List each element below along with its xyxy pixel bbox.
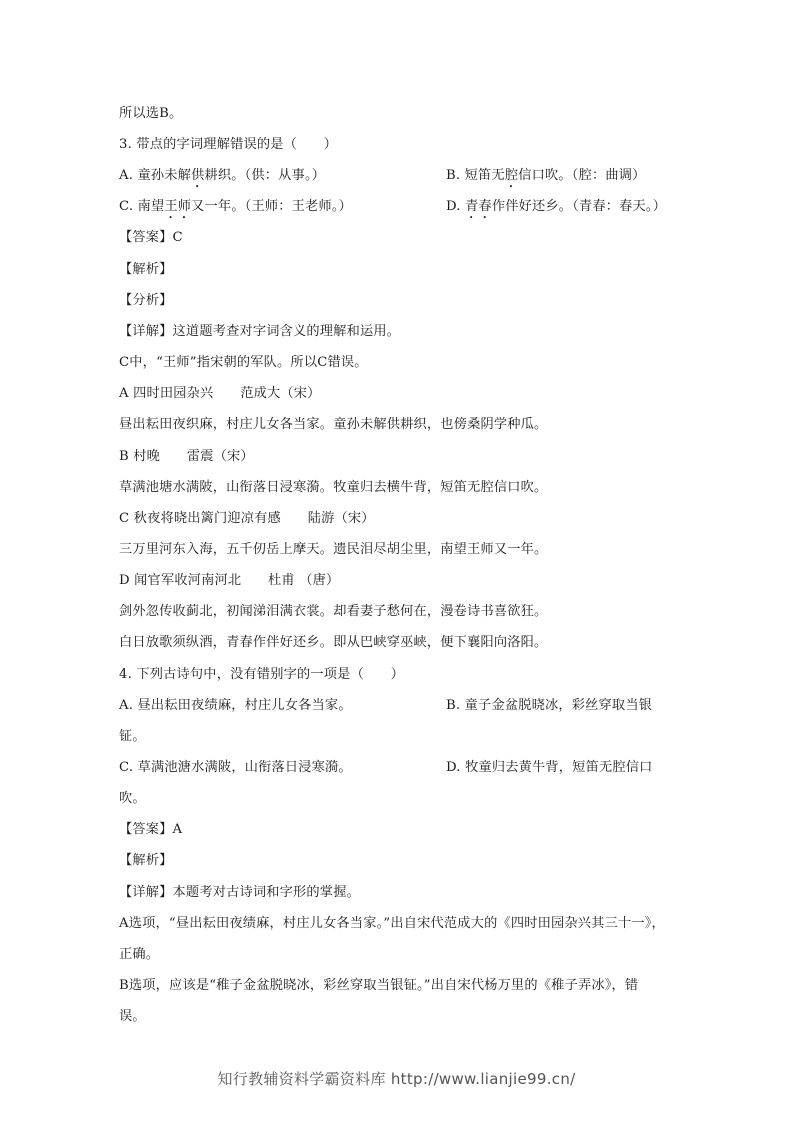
footer-watermark: 知行教辅资料学霸资料库 http://www.lianjie99.cn/ <box>217 1070 576 1088</box>
poem-d-text-2: 白日放歌须纵酒，青春作伴好还乡。即从巴峡穿巫峡，便下襄阳向洛阳。 <box>119 635 548 650</box>
poem-a-text: 昼出耘田夜织麻，村庄儿女各当家。童孙未解供耕织，也傍桑阴学种瓜。 <box>119 417 548 432</box>
poem-d-text-1: 剑外忽传收蓟北，初闻涕泪满衣裳。却看妻子愁何在，漫卷诗书喜欲狂。 <box>119 604 548 619</box>
q4-explain-a: A选项，“昼出耘田夜绩麻，村庄儿女各当家。”出自宋代范成大的《四时田园杂兴其三十一》， <box>119 916 665 931</box>
q3-fenxi-heading: 【分析】 <box>119 293 173 308</box>
q4-option-b: B. 童子金盆脱晓冰，彩丝穿取当银 <box>446 698 653 713</box>
q4-stem: 4. 下列古诗句中，没有错别字的一项是（ ） <box>119 667 405 682</box>
q4-analysis-heading: 【解析】 <box>119 853 173 868</box>
poem-c-title: C 秋夜将晓出篱门迎凉有感 陆游（宋） <box>119 511 375 526</box>
q4-option-d: D. 牧童归去黄牛背，短笛无腔信口 <box>446 760 653 775</box>
q4-explain-b: B选项，应该是“稚子金盆脱晓冰，彩丝穿取当银钲。”出自宋代杨万里的《稚子弄冰》，错 <box>119 978 639 993</box>
q3-answer: 【答案】C <box>119 230 183 245</box>
q3-detail: 【详解】这道题考查对字词含义的理解和运用。 <box>119 324 401 339</box>
q3-option-a: A. 童孙未解供耕织。（供：从事。） <box>119 168 326 183</box>
q4-explain-b-wrap: 误。 <box>119 1009 146 1024</box>
q4-explain-a-wrap: 正确。 <box>119 947 160 962</box>
poem-a-title: A 四时田园杂兴 范成大（宋） <box>119 386 321 401</box>
q3-analysis-heading: 【解析】 <box>119 262 173 277</box>
poem-c-text: 三万里河东入海，五千仞岳上摩天。遗民泪尽胡尘里，南望王师又一年。 <box>119 542 548 557</box>
q3-stem: 3. 带点的字词理解错误的是（ ） <box>119 137 338 152</box>
q4-option-b-wrap: 钲。 <box>119 729 146 744</box>
q4-answer: 【答案】A <box>119 822 183 837</box>
q3-option-d: D. 青春作伴好还乡。（青春：春天。） <box>446 199 667 214</box>
q4-option-d-wrap: 吹。 <box>119 791 146 806</box>
poem-b-title: B 村晚 雷震（宋） <box>119 449 254 464</box>
q3-explain: C中，“王师”指宋朝的军队。所以C错误。 <box>119 355 368 370</box>
poem-b-text: 草满池塘水满陂，山衔落日浸寒漪。牧童归去横牛背，短笛无腔信口吹。 <box>119 480 548 495</box>
poem-d-title: D 闻官军收河南河北 杜甫 （唐） <box>119 573 340 588</box>
intro-line: 所以选B。 <box>119 106 183 121</box>
q4-option-c: C. 草满池溏水满陂，山衔落日浸寒漪。 <box>119 760 352 775</box>
q4-option-a: A. 昼出耘田夜绩麻，村庄儿女各当家。 <box>119 698 352 713</box>
q4-detail: 【详解】本题考对古诗词和字形的掌握。 <box>119 885 360 900</box>
q3-option-c: C. 南望王师又一年。（王师：王老师。） <box>119 199 353 214</box>
q3-option-b: B. 短笛无腔信口吹。（腔：曲调） <box>446 168 646 183</box>
